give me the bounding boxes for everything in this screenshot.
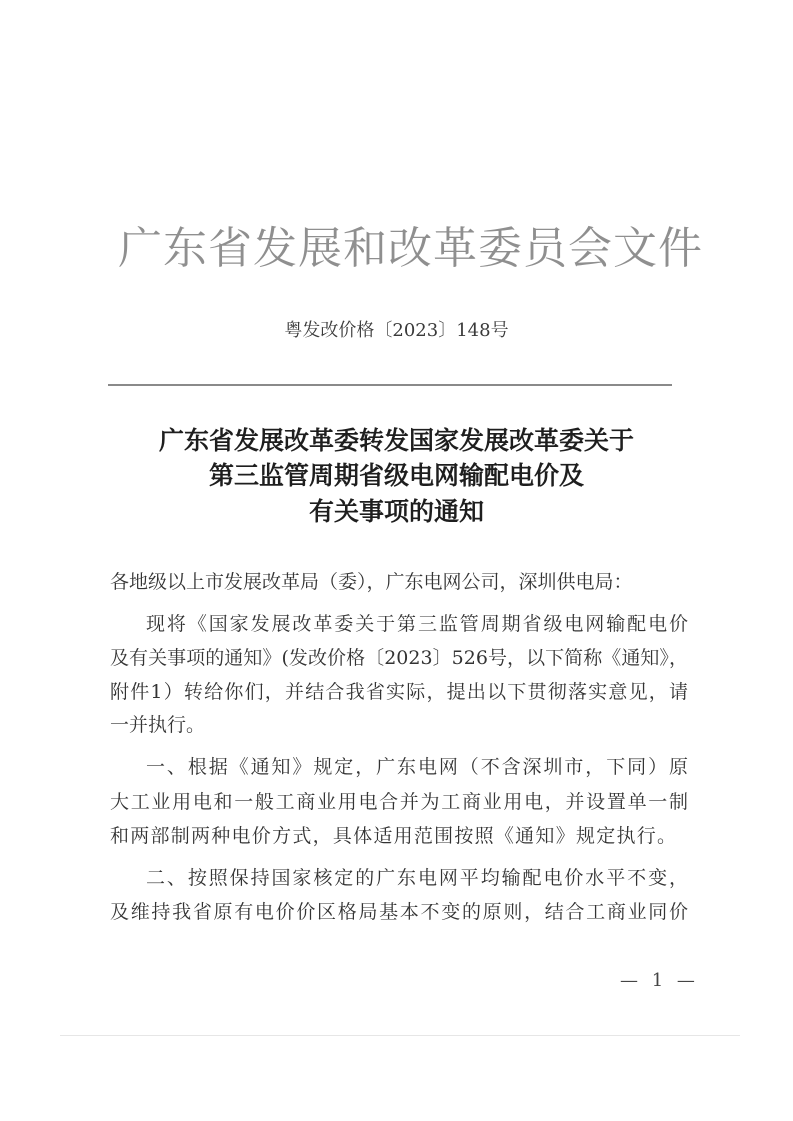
document-title-line: 有关事项的通知	[308, 497, 484, 526]
body-line: 和两部制两种电价方式，具体适用范围按照《通知》规定执行。	[110, 825, 676, 847]
issuing-authority-header: 广东省发展和改革委员会文件	[118, 223, 703, 274]
salutation: 各地级以上市发展改革局（委），广东电网公司，深圳供电局：	[110, 571, 633, 593]
body-line: 大工业用电和一般工商业用电合并为工商业用电，并设置单一制	[110, 791, 688, 813]
body-line: 一、根据《通知》规定，广东电网（不含深圳市，下同）原	[146, 756, 688, 778]
body-line: 及维持我省原有电价价区格局基本不变的原则，结合工商业同价	[110, 901, 688, 923]
body-line: 及有关事项的通知》(发改价格〔2023〕526号，以下简称《通知》，	[110, 647, 688, 669]
page-number: — 1 —	[620, 970, 699, 991]
document-number: 粤发改价格〔2023〕148号	[284, 320, 509, 341]
header-divider	[108, 384, 672, 386]
body-line: 附件1）转给你们，并结合我省实际，提出以下贯彻落实意见，请	[110, 681, 688, 703]
scan-artifact-line	[60, 1035, 740, 1036]
document-title-line: 第三监管周期省级电网输配电价及	[208, 461, 584, 490]
body-line: 二、按照保持国家核定的广东电网平均输配电价水平不变，	[146, 867, 688, 889]
body-line: 一并执行。	[110, 714, 206, 736]
body-line: 现将《国家发展改革委关于第三监管周期省级电网输配电价	[146, 613, 688, 635]
document-title-line: 广东省发展改革委转发国家发展改革委关于	[158, 426, 634, 455]
